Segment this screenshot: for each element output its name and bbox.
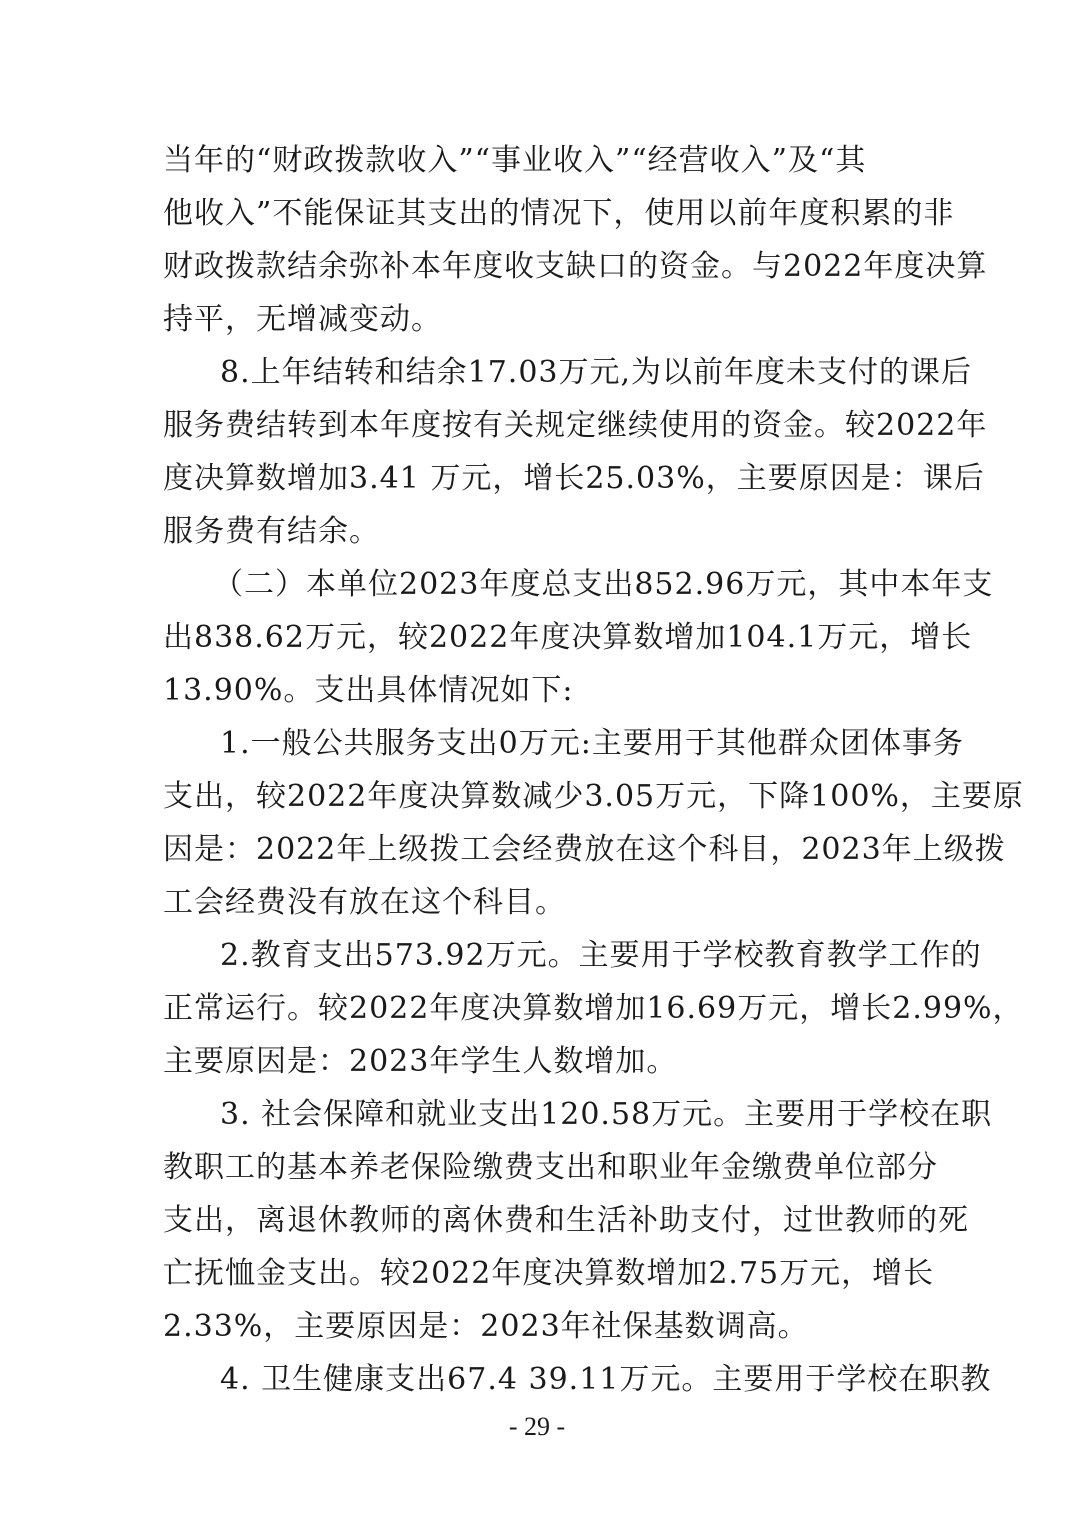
text-line: 亡抚恤金支出。较2022年度决算数增加2.75万元，增长 (163, 1256, 935, 1291)
text-line: 出838.62万元，较2022年度决算数增加104.1万元，增长 (163, 620, 973, 655)
text-line: 持平，无增减变动。 (163, 302, 442, 337)
text-line: 3. 社会保障和就业支出120.58万元。主要用于学校在职 (220, 1097, 993, 1132)
page-number: - 29 - (508, 1412, 566, 1441)
text-line: 他收入”不能保证其支出的情况下，使用以前年度积累的非 (163, 196, 955, 231)
text-line: 正常运行。较2022年度决算数增加16.69万元，增长2.99%， (163, 991, 1024, 1026)
text-line: 2.33%，主要原因是：2023年社保基数调高。 (163, 1309, 809, 1344)
text-line: 2.教育支出573.92万元。主要用于学校教育教学工作的 (220, 938, 982, 973)
text-line: 8.上年结转和结余17.03万元,为以前年度未支付的课后 (220, 355, 973, 390)
text-line: 因是：2022年上级拨工会经费放在这个科目，2023年上级拨 (163, 832, 1006, 867)
text-line: 服务费结转到本年度按有关规定继续使用的资金。较2022年 (163, 408, 988, 443)
text-line: 4. 卫生健康支出67.4 39.11万元。主要用于学校在职教 (220, 1362, 992, 1397)
text-line: 财政拨款结余弥补本年度收支缺口的资金。与2022年度决算 (163, 249, 988, 284)
text-line: 13.90%。支出具体情况如下: (163, 673, 574, 708)
text-line: 1.一般公共服务支出0万元:主要用于其他群众团体事务 (220, 726, 964, 761)
text-line: 教职工的基本养老保险缴费支出和职业年金缴费单位部分 (163, 1150, 938, 1185)
text-line: 度决算数增加3.41 万元，增长25.03%，主要原因是：课后 (163, 461, 985, 496)
text-line: 主要原因是：2023年学生人数增加。 (163, 1044, 678, 1079)
text-line: 当年的“财政拨款收入”“事业收入”“经营收入”及“其 (163, 143, 867, 178)
text-line: 支出，离退休教师的离休费和生活补助支付，过世教师的死 (163, 1203, 969, 1238)
text-line: 支出，较2022年度决算数减少3.05万元，下降100%，主要原 (163, 779, 1024, 814)
text-line: 工会经费没有放在这个科目。 (163, 885, 566, 920)
text-line: （二）本单位2023年度总支出852.96万元，其中本年支 (213, 567, 994, 602)
text-line: 服务费有结余。 (163, 514, 380, 549)
